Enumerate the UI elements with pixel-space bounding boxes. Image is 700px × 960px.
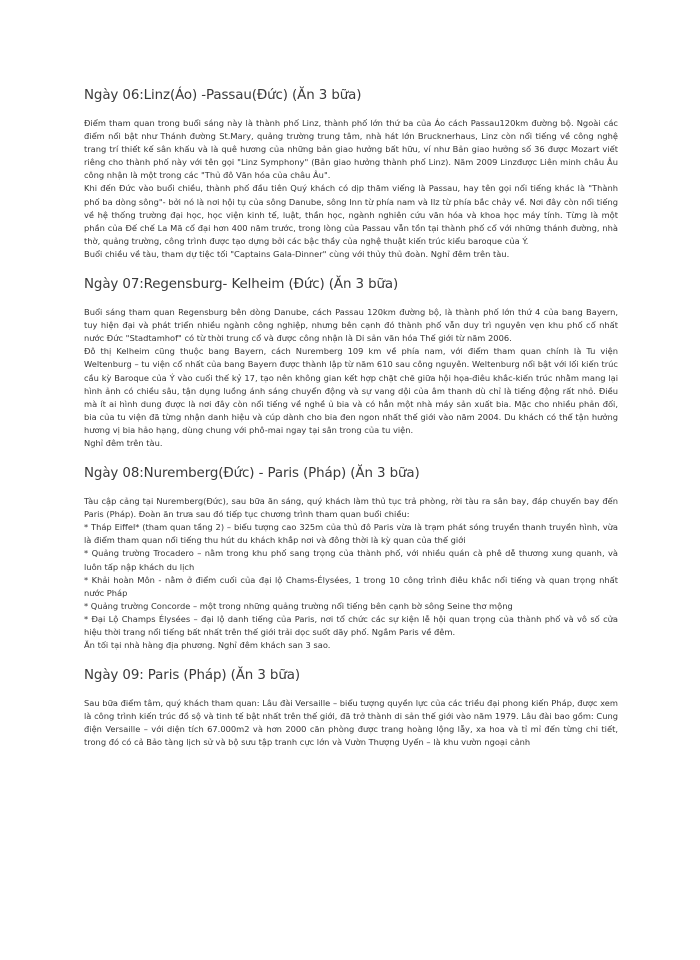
day-08-section [84,466,618,652]
day-09-paragraph-1: Sau bữa điểm tâm, quý khách tham quan: Lâu đài Versaille – biểu tượng quyền lực của các triều đại phong kiến Pháp, được xem là công trình kiến trúc đồ sộ và tinh tế bật nhất trên thế giới, đã trở thành di sản thế giới vào năm 1979. Lâu đài bao gồm: Cung điện Versaille – với diện tích 67.000m2 và hơn 2000 căn phòng được trang hoàng lộng lẫy, xa hoa và tỉ mỉ đến từng chi tiết, trong đó có cả Bảo tàng lịch sử và bộ sưu tập tranh cực lớn và Vườn Thượng Uyển – là khu vườn ngoại cảnh [84,698,618,748]
day-08-paragraph-1: Tàu cập cảng tại Nuremberg(Đức), sau bữa ăn sáng, quý khách làm thủ tục trả phòng, rời tàu ra sân bay, đáp chuyến bay đến Paris (Pháp). Đoàn ăn trưa sau đó tiếp tục chương trình tham quan buổi chiều: [84,496,618,520]
day-07-paragraph-1: Buổi sáng tham quan Regensburg bên dòng Danube, cách Passau 120km đường bộ, là thành phố lớn thứ 4 của bang Bayern, tuy hiện đại và phát triển nhiều ngành công nghiệp, nhưng bên cạnh đó thành phố vẫn duy trì nguyên vẹn khu phố cổ nhất nước Đức "Stadtamhof" có từ thời trung cổ và được công nhận là Di sản văn hóa Thế giới từ năm 2006. [84,307,618,344]
day-08-item-trocadero: * Quảng trường Trocadero – nằm trong khu phố sang trọng của thành phố, với nhiều quán cà phê dễ thương xung quanh, và luôn tấp nập khách du lịch [84,548,618,572]
document-page [84,88,618,766]
day-08-item-champs-elysees: * Đại Lộ Champs Élysées – đại lộ danh tiếng của Paris, nơi tổ chức các sự kiện lễ hội quan trọng của thành phố và vô số cửa hiệu thời trang nổi tiếng bất nhất trên thế giới trải dọc suốt dãy phố. Ngắm Paris về đêm. [84,613,618,637]
day-08-paragraph-dinner: Ăn tối tại nhà hàng địa phương. Nghỉ đêm khách san 3 sao. [84,640,331,651]
day-08-item-arc: * Khải hoàn Môn - nằm ở điểm cuối của đại lộ Chams-Élysées, 1 trong 10 công trình điêu khắc nổi tiếng và quan trọng nhất nước Pháp [84,574,618,598]
day-06-paragraph-3: Buổi chiều về tàu, tham dự tiệc tối "Captains Gala-Dinner" cùng với thủy thủ đoàn. Nghỉ đêm trên tàu. [84,248,510,259]
day-07-paragraph-2: Đô thị Kelheim cũng thuộc bang Bayern, cách Nuremberg 109 km về phía nam, với điểm tham quan chính là Tu viện Weltenburg – tu viện cổ nhất của bang Bayern được thành lập từ năm 610 sau công nguyên. Weltenburg nổi bật với lối kiến trúc cầu kỳ Baroque của Ý vào cuối thế kỷ 17, tạo nên không gian kết hợp chặt chẽ giữa hội họa-điêu khắc-kiến trúc nhằm mang lại hình ảnh có chiều sâu, tận dụng luồng ánh sáng chuyển động và sự vang dội của âm thanh dù chỉ là tiếng động rất nhỏ. Điều mà ít ai hình dung được là nơi đây còn nổi tiếng về nghề ủ bia và có hẳn một nhà máy sản xuất bia. Mặc cho nhiều phản đối, bia của tu viện đã từng nhận danh hiệu và cúp dành cho bia đen ngon nhất thế giới vào năm 2004. Du khách có thể tận hưởng hương vị bia hảo hạng, dùng chung với phô-mai ngay tại sân trong của tu viện. [84,346,618,435]
day-06-section [84,88,618,261]
day-09-section [84,668,618,749]
day-06-heading: Ngày 06:Linz(Áo) -Passau(Đức) (Ăn 3 bữa) [84,88,362,103]
day-08-item-concorde: * Quảng trường Concorde – một trong những quảng trường nổi tiếng bên cạnh bờ sông Seine thơ mộng [84,600,513,611]
day-09-heading: Ngày 09: Paris (Pháp) (Ăn 3 bữa) [84,668,300,684]
day-06-paragraph-2: Khi đến Đức vào buổi chiều, thành phố đầu tiên Quý khách có dịp thăm viếng là Passau, hay tên gọi nổi tiếng khác là "Thành phố ba dòng sông"- bởi nó là nơi hội tụ của sông Danube, sông Inn từ phía nam và Ilz từ phía bắc chảy về. Nơi đây còn nổi tiếng về hệ thống trường đại học, học viện kinh tế, luật, thần học, ngành nghiên cứu văn hóa và khoa học máy tính. Từng là một phần của Đế chế La Mã cổ đại hơn 400 năm trước, trong lòng của Passau vẫn tồn tại thành phố cổ với những thánh đường, nhà thờ, quảng trường, công trình được tạo dựng bởi các bậc thầy của nghệ thuật kiến trúc kiểu baroque của Ý. [84,183,618,246]
day-06-paragraph-1: Điểm tham quan trong buổi sáng này là thành phố Linz, thành phố lớn thứ ba của Áo cách Passau120km đường bộ. Ngoài các điểm nổi bật như Thánh đường St.Mary, quảng trường trung tâm, nhà hát lớn Brucknerhaus, Linz còn nổi tiếng về công nghệ trang trí thiết kế sân khấu và là quê hương của những bản giao hưởng bất hữu, ví như Bản giao hưởng số 36 được Mozart viết riêng cho thành phố này với tên gọi "Linz Symphony" (Bản giao hưởng thành phố Linz). Năm 2009 Linzđược Liên minh châu Âu công nhận là một trong các "Thủ đô Văn hóa của châu Âu". [84,118,618,181]
day-08-heading: Ngày 08:Nuremberg(Đức) - Paris (Pháp) (Ăn 3 bữa) [84,466,420,482]
day-07-section [84,277,618,450]
day-07-heading: Ngày 07:Regensburg- Kelheim (Đức) (Ăn 3 bữa) [84,277,399,293]
day-07-paragraph-3: Nghỉ đêm trên tàu. [84,437,163,448]
day-08-item-eiffel: * Tháp Eiffel* (tham quan tầng 2) – biểu tượng cao 325m của thủ đô Paris vừa là trạm phát sóng truyền thanh truyền hình, vừa là điểm tham quan nổi tiếng thu hút du khách khắp nơi và đông thời là kỳ quan của thế giới [84,522,618,546]
